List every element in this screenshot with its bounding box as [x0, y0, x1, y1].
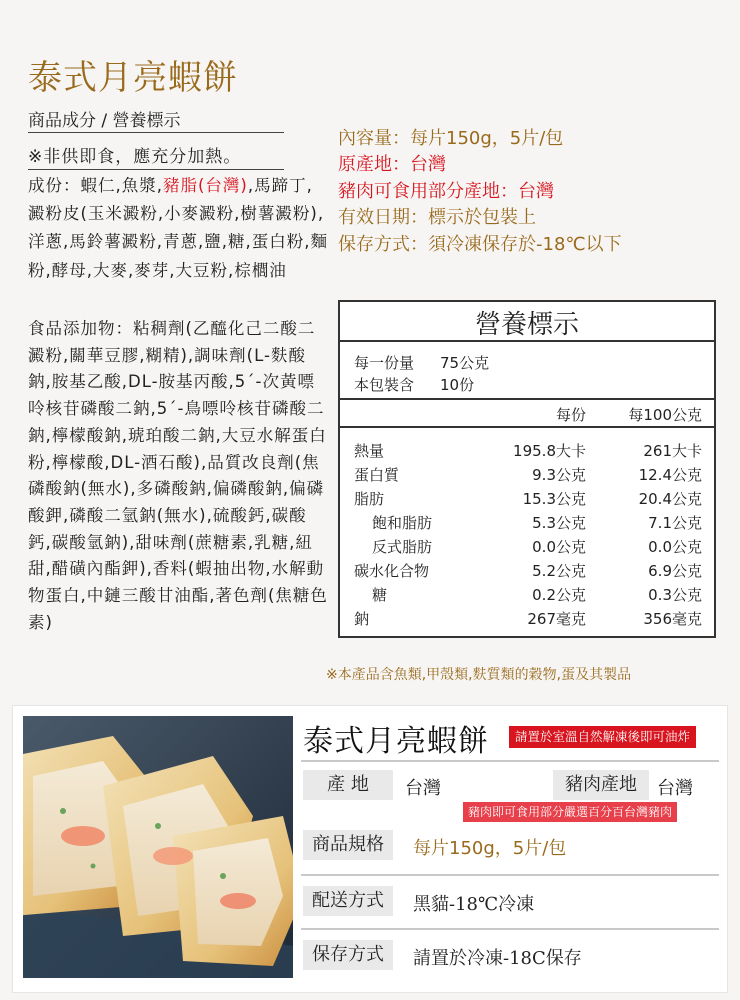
nutrient-per-serving: 0.2公克: [532, 586, 586, 604]
nutrient-label: 鈉: [354, 610, 370, 628]
pork-quality-tag: 豬肉即可食用部分嚴選百分百台灣豬肉: [463, 802, 677, 822]
nutrient-per-100g: 20.4公克: [638, 490, 702, 508]
nutrient-label: 飽和脂肪: [372, 514, 433, 532]
nutrient-per-serving: 5.3公克: [532, 514, 586, 532]
divider: [301, 874, 719, 876]
product-card: [12, 705, 728, 993]
shipping-value: 黑貓-18℃冷凍: [413, 894, 535, 915]
ingredients-prefix: 成份：蝦仁,魚漿,: [28, 176, 163, 195]
divider: [28, 169, 284, 170]
nutrient-label: 碳水化合物: [354, 562, 430, 580]
origin-label: 產 地: [303, 770, 393, 800]
fact-pork-origin: 豬肉可食用部分產地：台灣: [338, 180, 554, 202]
divider: [340, 426, 714, 428]
pack-value: 10份: [440, 376, 475, 394]
nutrient-label: 熱量: [354, 442, 385, 460]
fact-storage: 保存方式：須冷凍保存於-18℃以下: [338, 233, 622, 255]
pack-label: 本包裝含: [354, 376, 415, 394]
section-subtitle: 商品成分 / 營養標示: [28, 111, 181, 131]
divider: [28, 132, 284, 133]
shipping-label: 配送方式: [303, 886, 393, 916]
divider: [340, 398, 714, 400]
product-photo: [23, 716, 293, 978]
nutrient-label: 脂肪: [354, 490, 385, 508]
nutrient-per-serving: 5.2公克: [532, 562, 586, 580]
nutrient-per-100g: 12.4公克: [638, 466, 702, 484]
nutrient-per-100g: 261大卡: [643, 442, 702, 460]
storage-value: 請置於冷凍-18C保存: [413, 948, 582, 969]
product-title: 泰式月亮蝦餅: [28, 58, 238, 98]
serving-value: 75公克: [440, 354, 490, 372]
card-title: 泰式月亮蝦餅: [303, 724, 489, 759]
nutrient-per-serving: 15.3公克: [522, 490, 586, 508]
divider: [301, 760, 719, 762]
ingredients-highlight: 豬脂(台灣): [163, 176, 248, 195]
nutrition-table: [338, 300, 716, 638]
nutrient-per-serving: 195.8大卡: [513, 442, 586, 460]
nutrient-per-serving: 267毫克: [527, 610, 586, 628]
nutrient-label: 蛋白質: [354, 466, 400, 484]
nutrient-per-100g: 0.0公克: [648, 538, 702, 556]
ingredients-text: [28, 172, 328, 285]
shrimp-cake-illustration: [23, 716, 293, 978]
divider: [340, 340, 714, 342]
nutrient-per-serving: 9.3公克: [532, 466, 586, 484]
nutrient-label: 反式脂肪: [372, 538, 433, 556]
storage-label: 保存方式: [303, 940, 393, 970]
thaw-instruction-tag: 請置於室溫自然解凍後即可油炸: [509, 726, 696, 748]
nutrient-per-100g: 356毫克: [643, 610, 702, 628]
nutrition-title: 營養標示: [474, 310, 579, 340]
nutrient-per-100g: 6.9公克: [648, 562, 702, 580]
fact-origin: 原產地：台灣: [338, 154, 446, 176]
origin-value: 台灣: [405, 778, 441, 799]
spec-value: 每片150g，5片/包: [413, 838, 567, 859]
fact-expiry: 有效日期：標示於包裝上: [338, 207, 536, 229]
col-header-per-serving: 每份: [555, 406, 586, 424]
product-facts: [338, 124, 728, 256]
spec-label: 商品規格: [303, 830, 393, 860]
ingredients-suffix: ,馬蹄丁,澱粉皮(玉米澱粉,小麥澱粉,樹薯澱粉),洋蔥,馬鈴薯澱粉,青蔥,鹽,糖,蛋白粉,麵粉,酵母,大麥,麥芽,大豆粉,棕櫚油: [28, 176, 328, 280]
allergen-warning: ※本產品含魚類,甲殼類,麩質類的穀物,蛋及其製品: [326, 667, 632, 683]
pork-origin-label: 豬肉產地: [553, 770, 649, 800]
pork-origin-value: 台灣: [657, 778, 693, 799]
nutrient-per-serving: 0.0公克: [532, 538, 586, 556]
nutrient-per-100g: 0.3公克: [648, 586, 702, 604]
col-header-per-100g: 每100公克: [628, 406, 702, 424]
fact-net-content: 內容量：每片150g，5片/包: [338, 128, 564, 149]
additives-text: 食品添加物：粘稠劑(乙醯化己二酸二澱粉,關華豆膠,糊精),調味劑(L-麩酸鈉,胺基乙酸,DL-胺基丙酸,5´-次黃嘌呤核苷磷酸二鈉,5´-鳥嘌呤核苷磷酸二鈉,檸檬酸鈉,琥珀酸二鈉,大豆水解蛋白粉,檸檬酸,DL-酒石酸),品質改良劑(焦磷酸鈉(無水),多磷酸鈉,偏磷酸鈉,偏磷酸鉀,磷酸二氫鈉(無水),硫酸鈣,碳酸鈣,碳酸氫鈉),甜味劑(蔗糖素,乳糖,紐甜,醋磺內酯鉀),香料(蝦抽出物,水解動物蛋白,中鏈三酸甘油酯,著色劑(焦糖色素): [28, 319, 328, 632]
nutrient-per-100g: 7.1公克: [648, 514, 702, 532]
nutrient-label: 糖: [372, 586, 388, 604]
heating-notice: ※非供即食，應充分加熱。: [28, 147, 242, 167]
serving-label: 每一份量: [354, 354, 415, 372]
divider: [301, 928, 719, 930]
